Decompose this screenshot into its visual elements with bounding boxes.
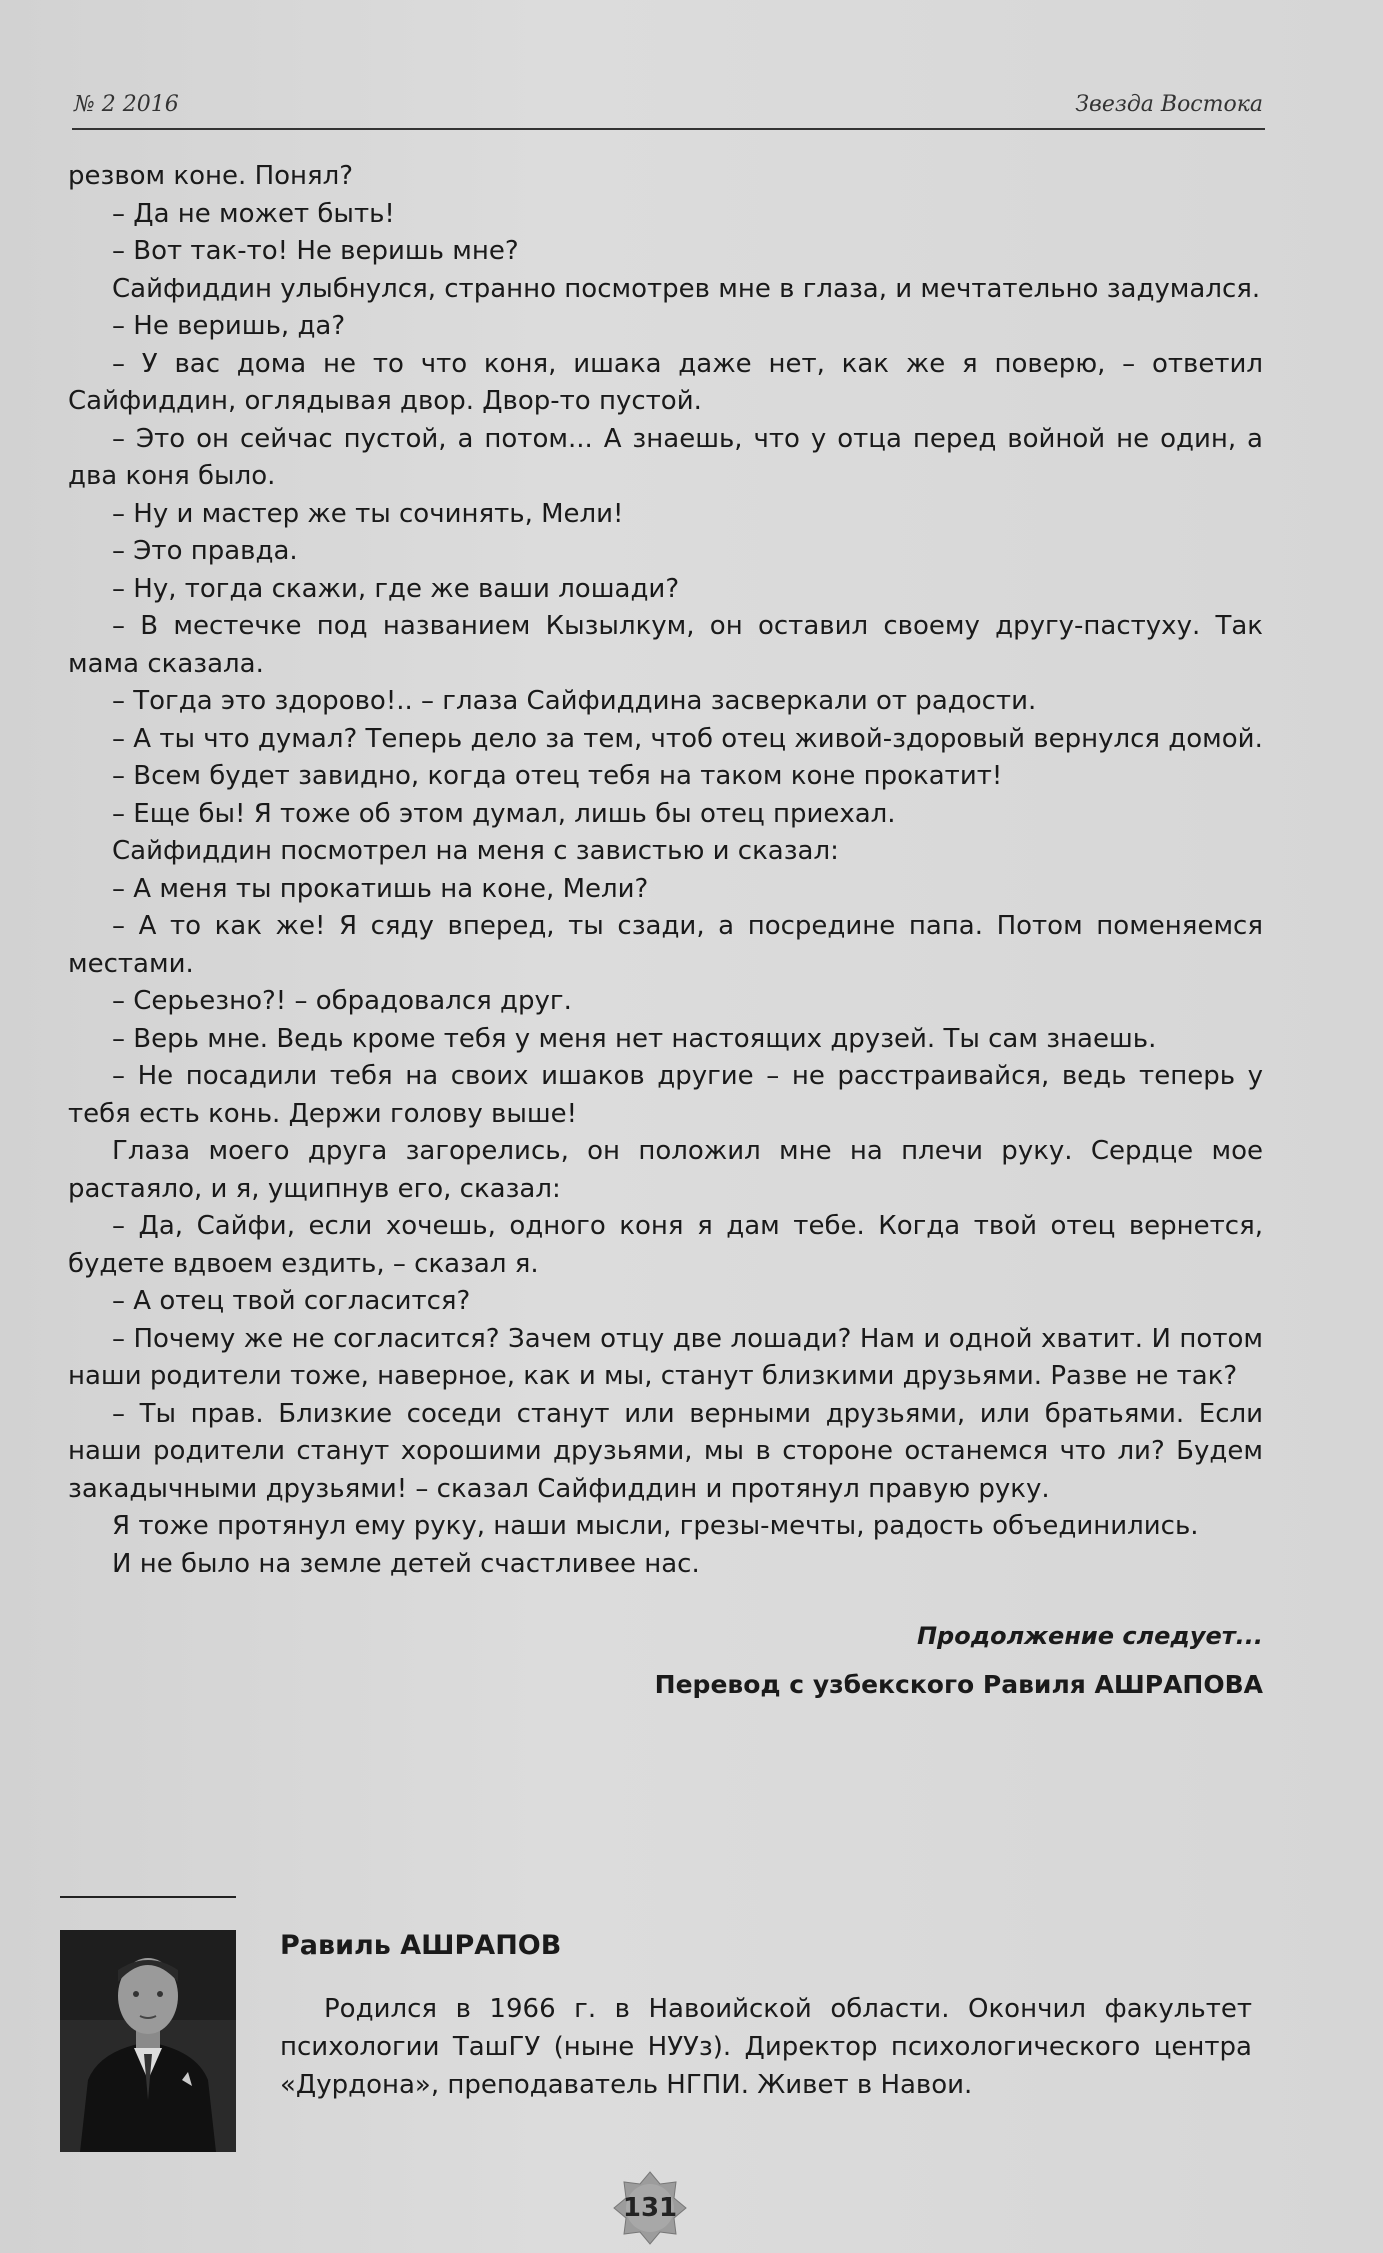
paragraph: – Всем будет завидно, когда отец тебя на таком коне прокатит!	[112, 761, 1003, 791]
paragraph: – Это он сейчас пустой, а потом... А знаешь, что у отца перед войной не один, а два коня было.	[68, 423, 1263, 491]
paragraph: Сайфиддин улыбнулся, странно посмотрев мне в глаза, и мечтательно задумался.	[112, 273, 1261, 304]
paragraph: – Почему же не согласится? Зачем отцу две лошади? Нам и одной хватит. И потом наши родители тоже, наверное, как и мы, станут близкими друзьями. Разве не так?	[68, 1323, 1263, 1391]
paragraph: – А ты что думал? Теперь дело за тем, чтоб отец живой-здоровый вернулся домой.	[112, 723, 1263, 754]
author-name: Равиль АШРАПОВ	[280, 1930, 562, 1961]
paragraph: – Верь мне. Ведь кроме тебя у меня нет настоящих друзей. Ты сам знаешь.	[112, 1023, 1157, 1054]
journal-title: Звезда Востока	[1075, 92, 1263, 117]
paragraph: Сайфиддин посмотрел на меня с завистью и сказал:	[112, 836, 839, 866]
story-text	[68, 158, 1263, 1583]
paragraph: – Да не может быть!	[112, 198, 395, 229]
paragraph: – Вот так-то! Не веришь мне?	[112, 236, 519, 266]
paragraph: – Тогда это здорово!.. – глаза Сайфиддина засверкали от радости.	[112, 686, 1037, 716]
paragraph: – Ну, тогда скажи, где же ваши лошади?	[112, 573, 680, 604]
page-number-badge	[612, 2170, 688, 2246]
paragraph: резвом коне. Понял?	[68, 161, 354, 191]
issue-label: № 2 2016	[74, 92, 179, 117]
page-number: 131	[622, 2193, 678, 2223]
paragraph: – Это правда.	[112, 536, 298, 566]
paragraph: – Ты прав. Близкие соседи станут или верными друзьями, или братьями. Если наши родители станут хорошими друзьями, мы в стороне останемся что ли? Будем закадычными друзьями! – сказал Сайфиддин и протянул правую руку.	[68, 1398, 1263, 1504]
paragraph: И не было на земле детей счастливее нас.	[112, 1548, 700, 1579]
paragraph: – А отец твой согласится?	[112, 1286, 471, 1316]
paragraph: – Да, Сайфи, если хочешь, одного коня я дам тебе. Когда твой отец вернется, будете вдвоем ездить, – сказал я.	[68, 1211, 1263, 1279]
paragraph: – А меня ты прокатишь на коне, Мели?	[112, 873, 649, 904]
author-divider	[60, 1896, 236, 1898]
paragraph: – Не веришь, да?	[112, 311, 346, 341]
paragraph: Я тоже протянул ему руку, наши мысли, грезы-мечты, радость объединились.	[112, 1511, 1199, 1541]
paragraph: – Серьезно?! – обрадовался друг.	[112, 986, 572, 1016]
translation-credit: Перевод с узбекского Равиля АШРАПОВА	[654, 1670, 1263, 1699]
to-be-continued: Продолжение следует...	[916, 1622, 1263, 1650]
paragraph: – Еще бы! Я тоже об этом думал, лишь бы отец приехал.	[112, 798, 896, 829]
running-header	[72, 88, 1265, 130]
author-photo	[60, 1930, 236, 2152]
paragraph: – А то как же! Я сяду вперед, ты сзади, а посредине папа. Потом поменяемся местами.	[68, 911, 1263, 979]
paragraph: – Ну и мастер же ты сочинять, Мели!	[112, 498, 624, 529]
paragraph: – В местечке под названием Кызылкум, он оставил своему другу-пастуху. Так мама сказала.	[68, 611, 1263, 679]
author-bio: Родился в 1966 г. в Навоийской области. Окончил факультет психологии ТашГУ (ныне НУУз). Директор психологического центра «Дурдона», преподаватель НГПИ. Живет в Навои.	[280, 1994, 1252, 2100]
paragraph: Глаза моего друга загорелись, он положил мне на плечи руку. Сердце мое растаяло, и я, ущипнув его, сказал:	[68, 1136, 1263, 1204]
paragraph: – Не посадили тебя на своих ишаков другие – не расстраивайся, ведь теперь у тебя есть конь. Держи голову выше!	[68, 1061, 1263, 1129]
paragraph: – У вас дома не то что коня, ишака даже нет, как же я поверю, – ответил Сайфиддин, оглядывая двор. Двор-то пустой.	[68, 348, 1263, 416]
